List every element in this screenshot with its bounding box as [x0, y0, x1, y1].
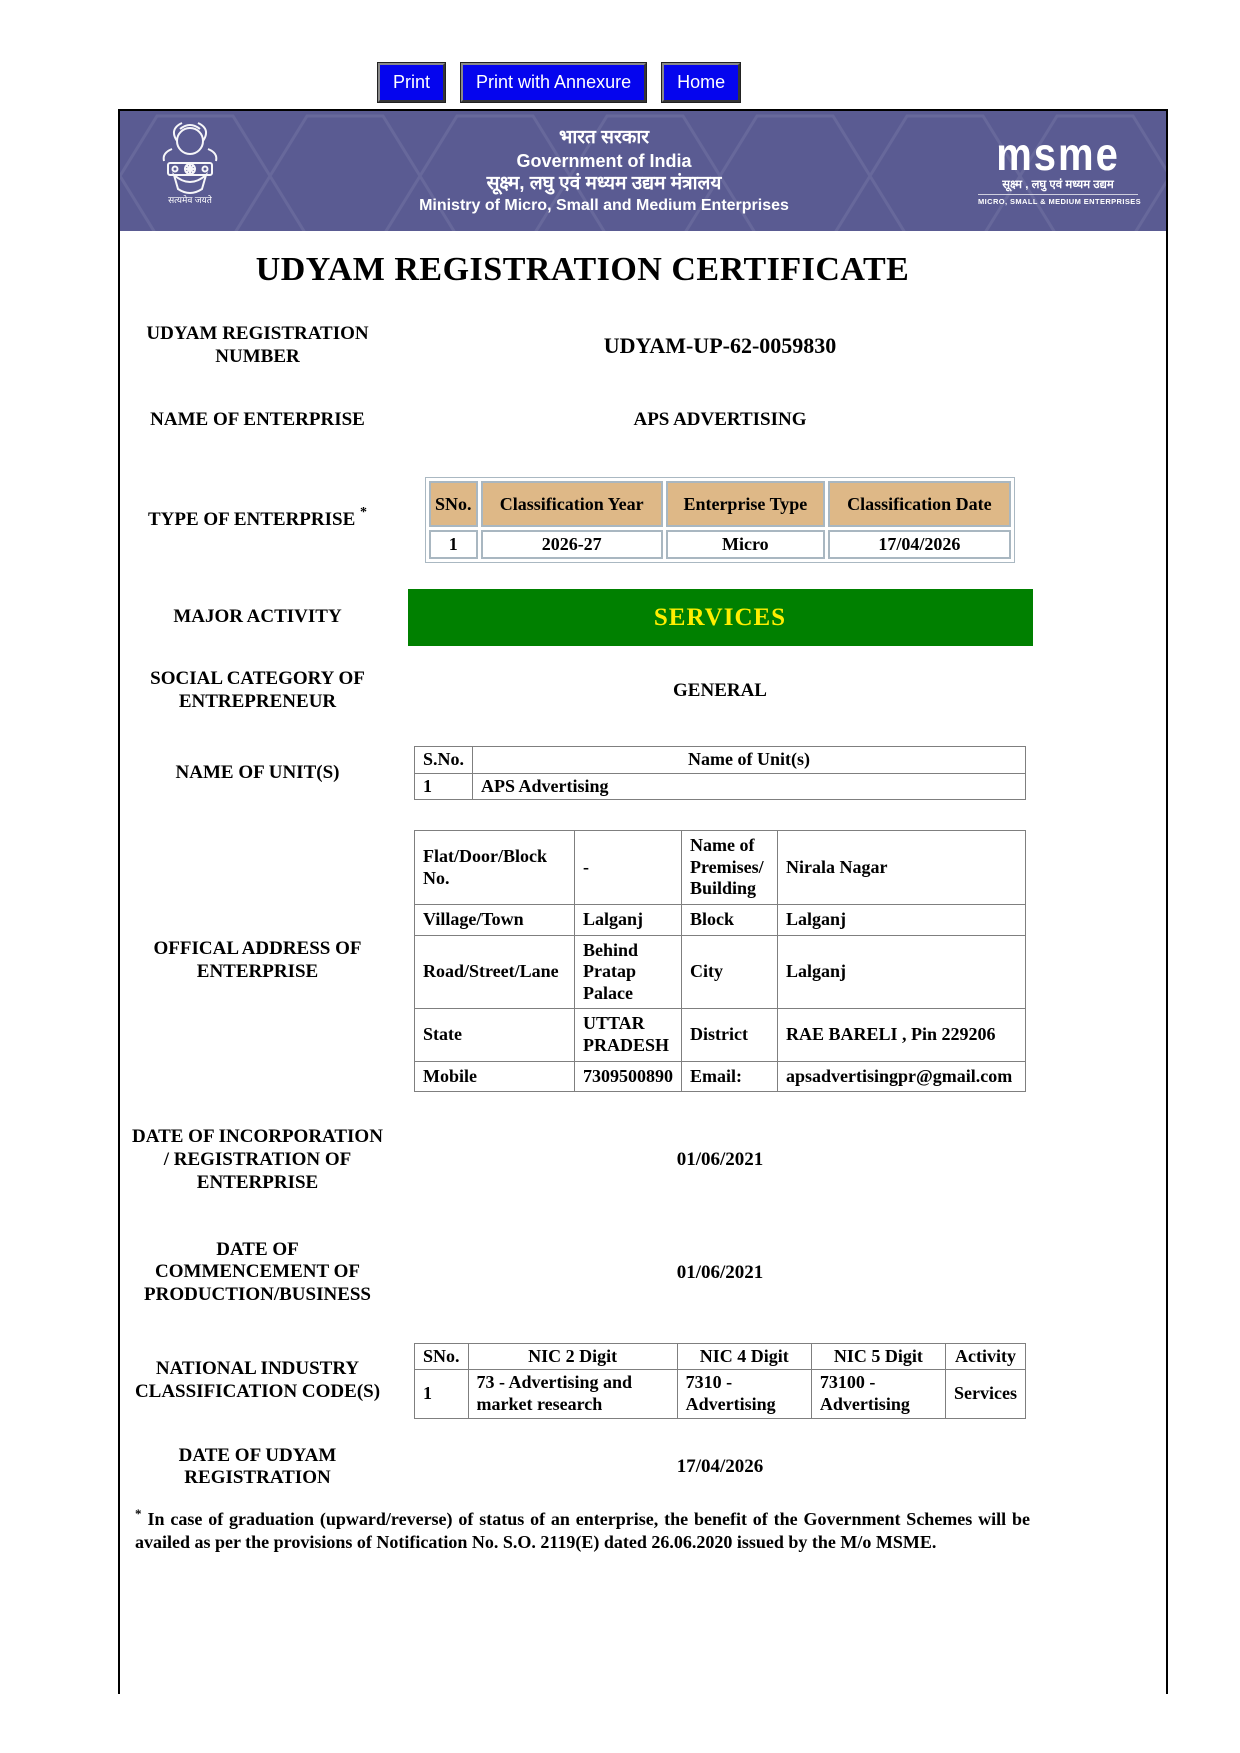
address-label: OFFICAL ADDRESS OF ENTERPRISE: [153, 938, 362, 983]
cell-village-label: Village/Town: [415, 904, 575, 935]
cell-block-value: Lalganj: [778, 904, 1026, 935]
col-header-nic4: NIC 4 Digit: [677, 1343, 811, 1370]
cell-sno: 1: [415, 773, 473, 800]
cell-flat-label: Flat/Door/Block No.: [415, 831, 575, 905]
cell-city-value: Lalganj: [778, 935, 1026, 1009]
enterprise-name-value: APS ADVERTISING: [633, 408, 807, 430]
table-row: [415, 773, 1026, 800]
cell-premises-label: Name of Premises/ Building: [682, 831, 778, 905]
page-title: UDYAM REGISTRATION CERTIFICATE: [255, 251, 910, 288]
udyam-registration-date-value: 17/04/2026: [676, 1456, 764, 1478]
major-activity-banner: [408, 589, 1033, 646]
govt-english-text: Government of India: [516, 150, 692, 171]
units-table: [414, 746, 1026, 800]
table-row: [415, 1009, 1026, 1061]
table-row: [415, 935, 1026, 1009]
enterprise-type-row: [120, 477, 1045, 563]
major-activity-label: MAJOR ACTIVITY: [173, 606, 342, 628]
col-header-activity: Activity: [946, 1343, 1026, 1370]
major-activity-row: [120, 589, 1045, 646]
print-button[interactable]: Print: [378, 63, 445, 102]
address-table: [414, 830, 1026, 1092]
incorporation-date-value: 01/06/2021: [676, 1149, 764, 1171]
cell-district-value: RAE BARELI , Pin 229206: [778, 1009, 1026, 1061]
incorporation-date-label: DATE OF INCORPORATION / REGISTRATION OF ENTERPRISE: [132, 1126, 383, 1193]
cell-email-label: Email:: [682, 1061, 778, 1092]
incorporation-date-row: [120, 1126, 1045, 1194]
india-emblem-icon: [150, 119, 230, 223]
cell-village-value: Lalganj: [575, 904, 682, 935]
col-header-sno: SNo.: [429, 481, 478, 527]
social-category-label: SOCIAL CATEGORY OF ENTREPRENEUR: [150, 668, 365, 713]
units-row: [120, 746, 1045, 800]
cell-block-label: Block: [682, 904, 778, 935]
enterprise-type-table-wrap: [395, 477, 1045, 563]
cell-classification-year: 2026-27: [481, 530, 663, 559]
udyam-registration-date-label: DATE OF UDYAM REGISTRATION: [178, 1444, 337, 1489]
asterisk-marker: *: [360, 504, 368, 520]
table-row: [415, 831, 1026, 905]
social-category-row: [120, 668, 1045, 714]
msme-logo-hindi: सूक्ष्म , लघु एवं मध्यम उद्यम: [1002, 178, 1114, 191]
cell-road-value: Behind Pratap Palace: [575, 935, 682, 1009]
cell-email-value: apsadvertisingpr@gmail.com: [778, 1061, 1026, 1092]
units-label: NAME OF UNIT(S): [175, 761, 340, 783]
cell-nic2: 73 - Advertising and market research: [468, 1370, 677, 1418]
enterprise-type-label-text: TYPE OF ENTERPRISE: [147, 508, 356, 530]
cell-road-label: Road/Street/Lane: [415, 935, 575, 1009]
enterprise-name-label: NAME OF ENTERPRISE: [150, 408, 365, 430]
certificate-container: [118, 109, 1168, 1694]
cell-mobile-value: 7309500890: [575, 1061, 682, 1092]
msme-logo-word: msme: [996, 129, 1120, 180]
footnote: [135, 1506, 1030, 1553]
cell-city-label: City: [682, 935, 778, 1009]
enterprise-type-label: [120, 504, 395, 532]
cell-premises-value: Nirala Nagar: [778, 831, 1026, 905]
cell-state-label: State: [415, 1009, 575, 1061]
registration-number-value: UDYAM-UP-62-0059830: [603, 332, 837, 358]
msme-logo: [978, 129, 1142, 206]
registration-number-row: [120, 323, 1045, 369]
nic-row: [120, 1343, 1045, 1419]
cell-flat-value: -: [575, 831, 682, 905]
col-header-sno: SNo.: [415, 1343, 469, 1370]
print-with-annexure-button[interactable]: Print with Annexure: [461, 63, 646, 102]
col-header-enterprise-type: Enterprise Type: [666, 481, 825, 527]
cell-district-label: District: [682, 1009, 778, 1061]
cell-classification-date: 17/04/2026: [828, 530, 1011, 559]
enterprise-type-table: [425, 477, 1015, 563]
col-header-classification-year: Classification Year: [481, 481, 663, 527]
table-row: [429, 530, 1011, 559]
table-header-row: [415, 1343, 1026, 1370]
government-banner: [120, 111, 1166, 231]
table-row: [415, 1061, 1026, 1092]
ministry-hindi-text: सूक्ष्म, लघु एवं मध्यम उद्यम मंत्रालय: [486, 173, 722, 195]
cell-state-value: UTTAR PRADESH: [575, 1009, 682, 1061]
commencement-date-row: [120, 1239, 1045, 1307]
cell-enterprise-type: Micro: [666, 530, 825, 559]
col-header-nic5: NIC 5 Digit: [811, 1343, 945, 1370]
govt-hindi-text: भारत सरकार: [558, 127, 650, 148]
col-header-nic2: NIC 2 Digit: [468, 1343, 677, 1370]
table-header-row: [429, 481, 1011, 527]
cell-activity: Services: [946, 1370, 1026, 1418]
table-row: [415, 1370, 1026, 1418]
ministry-english-text: Ministry of Micro, Small and Medium Enterprises: [419, 197, 789, 214]
cell-nic5: 73100 - Advertising: [811, 1370, 945, 1418]
cell-mobile-label: Mobile: [415, 1061, 575, 1092]
cell-sno: 1: [415, 1370, 469, 1418]
nic-table: [414, 1343, 1026, 1419]
nic-label: NATIONAL INDUSTRY CLASSIFICATION CODE(S): [134, 1357, 381, 1402]
enterprise-name-row: [120, 409, 1045, 432]
major-activity-banner-wrap: [395, 589, 1045, 646]
table-header-row: [415, 746, 1026, 773]
units-table-wrap: [395, 746, 1045, 800]
table-row: [415, 904, 1026, 935]
col-header-classification-date: Classification Date: [828, 481, 1011, 527]
col-header-unit-name: Name of Unit(s): [473, 746, 1026, 773]
major-activity-value: SERVICES: [653, 603, 787, 631]
registration-number-label: UDYAM REGISTRATION NUMBER: [146, 323, 369, 367]
nic-table-wrap: [395, 1343, 1045, 1419]
udyam-registration-date-row: [120, 1445, 1045, 1491]
home-button[interactable]: Home: [662, 63, 740, 102]
address-table-wrap: [395, 830, 1045, 1092]
msme-logo-english: MICRO, SMALL & MEDIUM ENTERPRISES: [978, 194, 1138, 206]
commencement-date-value: 01/06/2021: [676, 1261, 764, 1283]
social-category-value: GENERAL: [673, 680, 767, 702]
emblem-motto: सत्यमेव जयते: [168, 195, 212, 205]
ministry-heading: [230, 126, 978, 216]
address-row: [120, 830, 1045, 1092]
footnote-text: In case of graduation (upward/reverse) of status of an enterprise, the benefit of the Government Schemes will be availed as per the provisions of Notification No. S.O. 2119(E) dated 26.06.2020 issued by the M/o MSME.: [135, 1509, 1030, 1552]
cell-sno: 1: [429, 530, 478, 559]
col-header-sno: S.No.: [415, 746, 473, 773]
footnote-asterisk: *: [135, 1506, 142, 1522]
commencement-date-label: DATE OF COMMENCEMENT OF PRODUCTION/BUSINESS: [144, 1238, 371, 1306]
toolbar: [378, 0, 1240, 102]
cell-unit-name: APS Advertising: [473, 773, 1026, 800]
cell-nic4: 7310 - Advertising: [677, 1370, 811, 1418]
